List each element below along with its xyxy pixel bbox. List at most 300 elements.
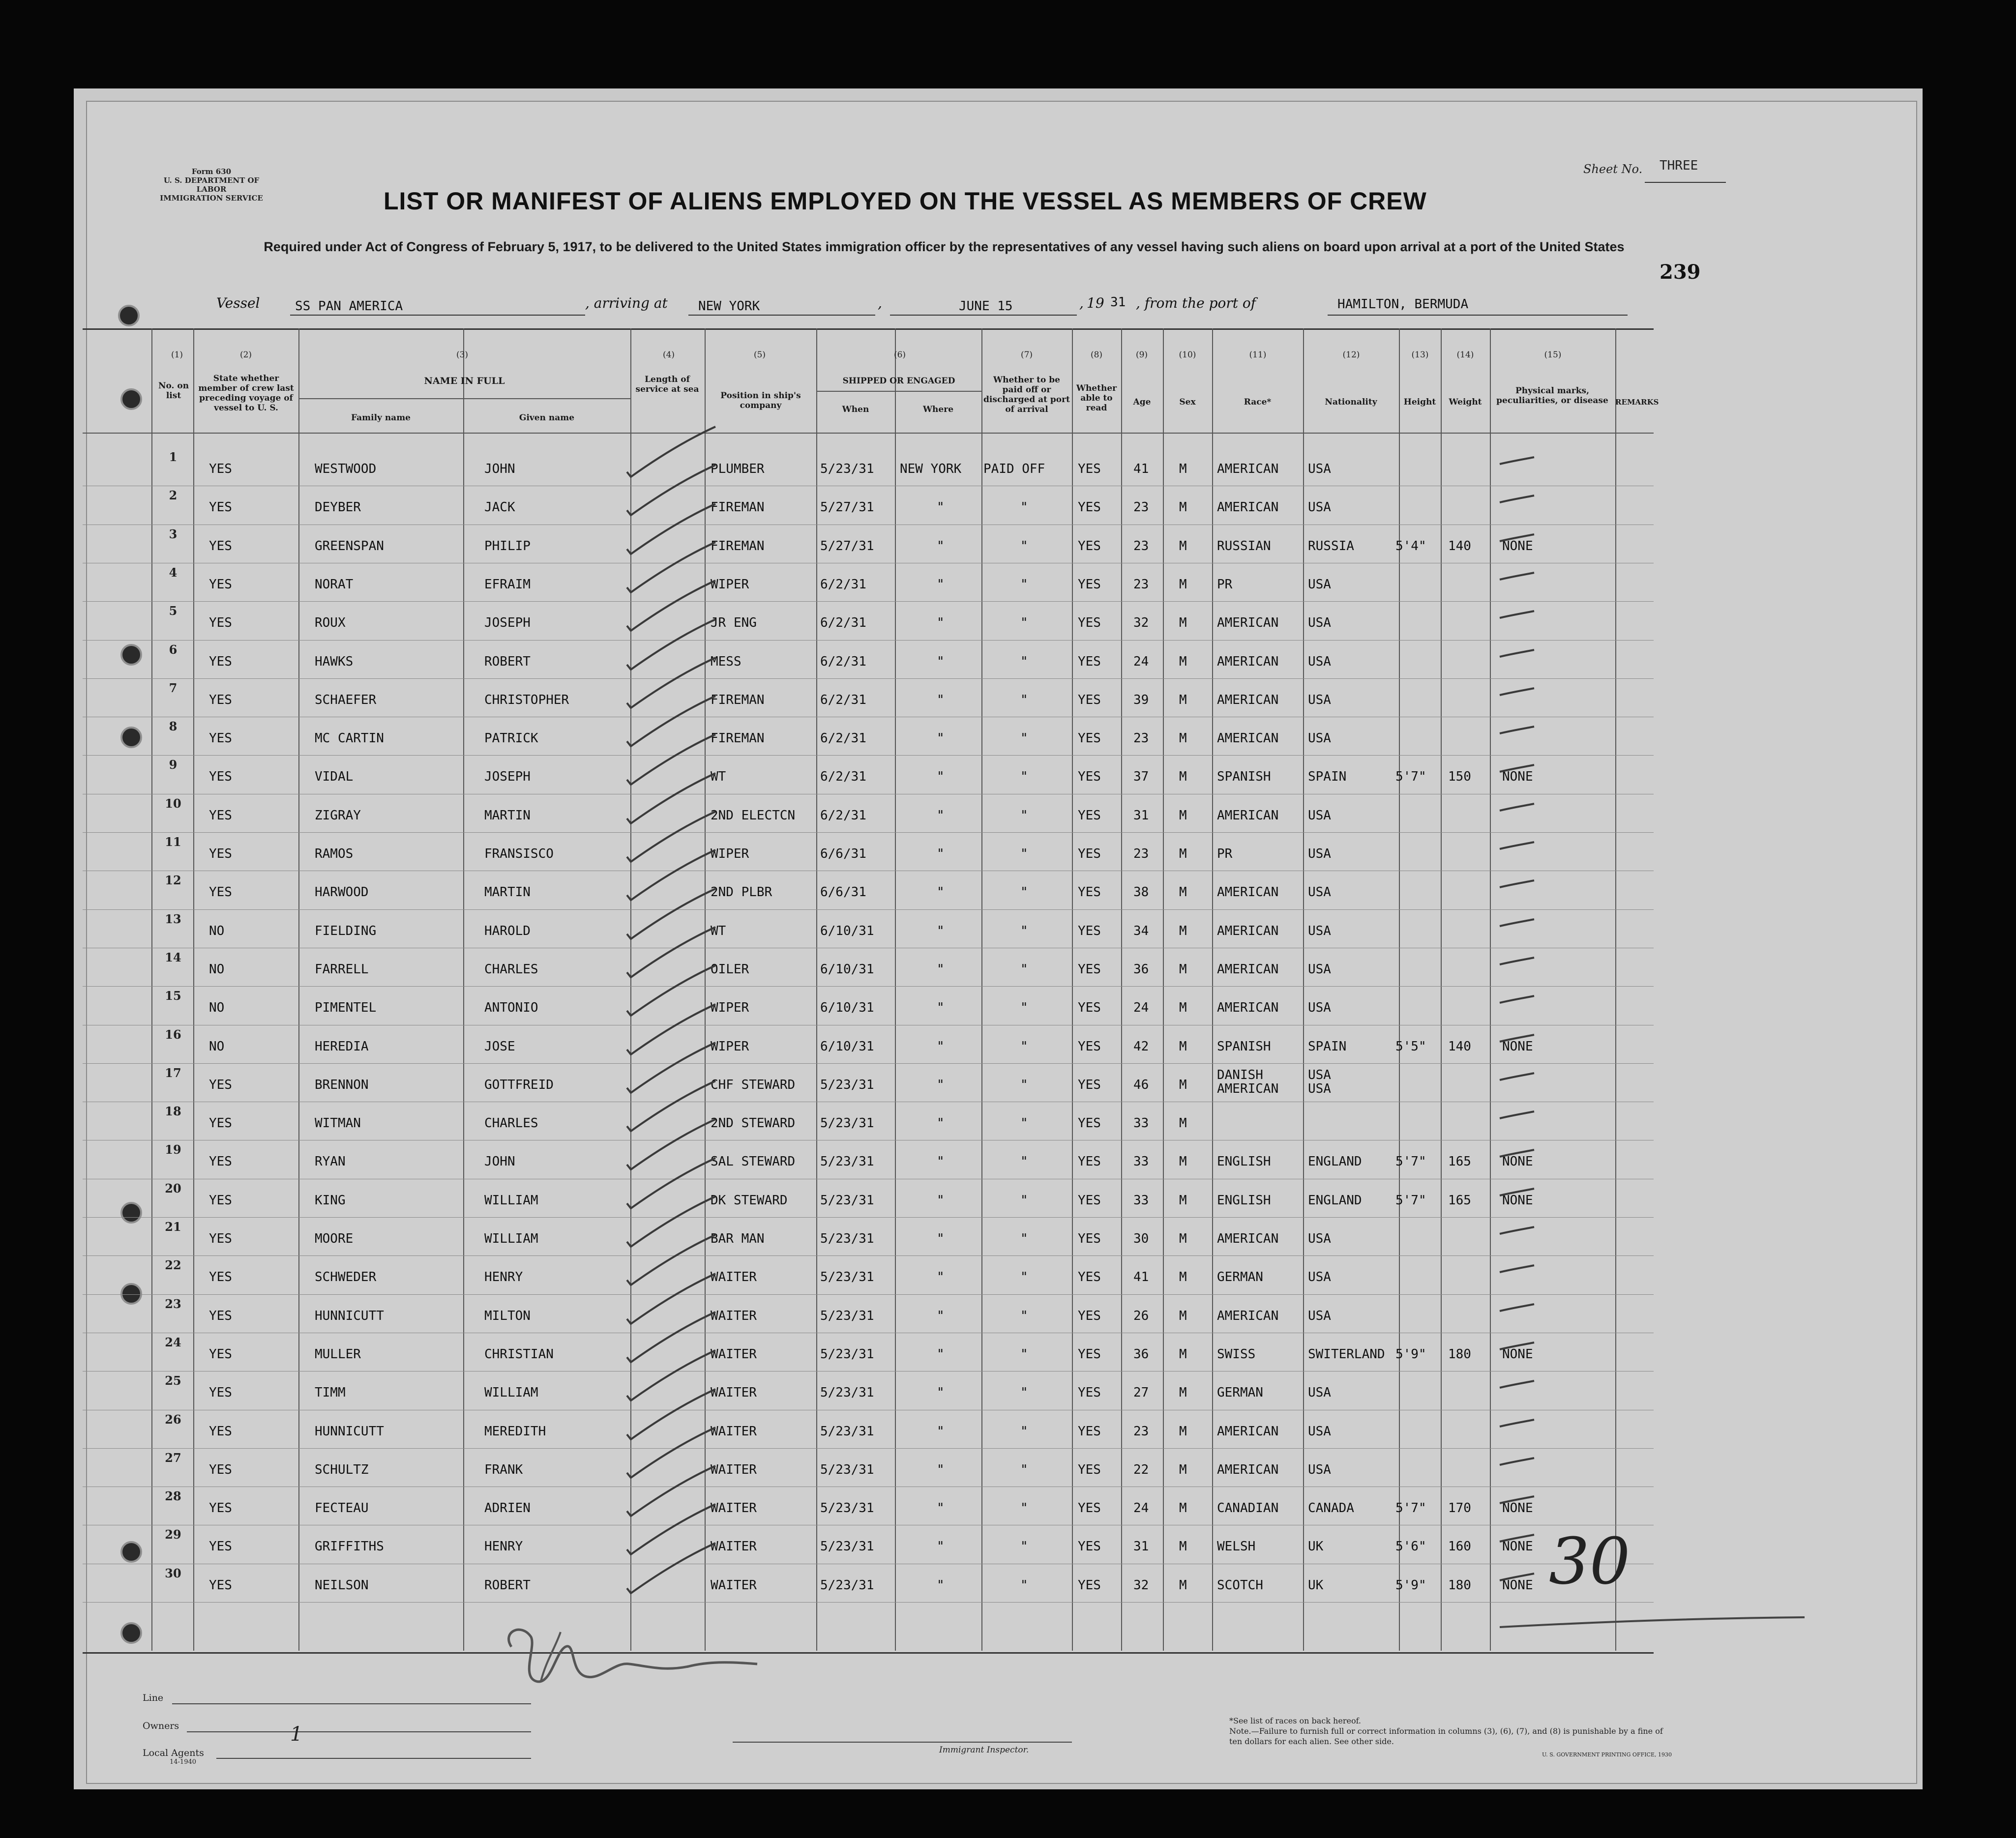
departure-port: HAMILTON, BERMUDA (1337, 297, 1469, 312)
paid-off: " (1020, 962, 1028, 977)
race: ENGLISH (1217, 1154, 1271, 1169)
age: 23 (1133, 1424, 1149, 1439)
member-answer: NO (209, 962, 225, 977)
pencil-dash-icon (1497, 916, 1537, 931)
sex: M (1179, 1193, 1187, 1208)
family-name: TIMM (315, 1385, 346, 1400)
paid-off: " (1020, 1154, 1028, 1169)
position: WAITER (711, 1539, 757, 1554)
position: JR ENG (711, 615, 757, 631)
position: WIPER (711, 1000, 749, 1016)
age: 23 (1133, 577, 1149, 592)
given-name: JOHN (484, 462, 515, 476)
date-engaged: 6/6/31 (820, 846, 866, 861)
header-given-name: Given name (519, 413, 575, 423)
family-name: BRENNON (315, 1077, 369, 1092)
sex: M (1179, 615, 1187, 631)
crew-table (83, 328, 1659, 1654)
column-number: (4) (662, 350, 675, 360)
place-engaged: " (937, 692, 945, 707)
paid-off: " (1020, 1385, 1028, 1400)
date-engaged: 5/23/31 (820, 1270, 874, 1285)
header-name-in-full: NAME IN FULL (424, 376, 505, 386)
position: WAITER (711, 1501, 757, 1516)
place-engaged: " (937, 1501, 945, 1516)
member-answer: YES (209, 1462, 232, 1477)
position: FIREMAN (711, 538, 765, 554)
given-name: FRANSISCO (484, 846, 554, 861)
sex: M (1179, 731, 1187, 746)
race: AMERICAN (1217, 615, 1279, 631)
row-number: 9 (169, 758, 178, 772)
paid-off: " (1020, 538, 1028, 554)
column-divider (1490, 328, 1491, 1651)
family-name: ZIGRAY (315, 808, 361, 823)
nationality: USA (1308, 962, 1331, 977)
sex: M (1179, 500, 1187, 515)
year-suffix: 31 (1110, 295, 1126, 310)
age: 27 (1133, 1385, 1149, 1400)
column-number: (13) (1411, 350, 1429, 360)
row-number: 13 (165, 911, 181, 926)
pencil-dash-icon (1497, 724, 1537, 738)
given-name: CHRISTOPHER (484, 692, 569, 707)
member-answer: YES (209, 654, 232, 669)
able-to-read: YES (1078, 1501, 1101, 1516)
able-to-read: YES (1078, 808, 1101, 823)
header-race: Race* (1244, 397, 1272, 407)
physical-marks: NONE (1502, 1501, 1533, 1516)
date-engaged: 5/23/31 (820, 1231, 874, 1246)
penalty-note: Note.—Failure to furnish full or correct information in columns (3), (6), (7), and (8) is punishable by a fine of ten dollars for each alien. See other side. (1229, 1726, 1663, 1746)
nationality: USA (1308, 885, 1331, 900)
position: WAITER (711, 1308, 757, 1323)
position: WT (711, 769, 726, 785)
place-engaged: " (937, 654, 945, 669)
race: AMERICAN (1217, 462, 1279, 476)
nationality: USA (1308, 1270, 1331, 1285)
able-to-read: YES (1078, 1193, 1101, 1208)
given-name: WILLIAM (484, 1385, 538, 1400)
nationality: USA (1308, 654, 1331, 669)
sex: M (1179, 923, 1187, 938)
position: 2ND ELECTCN (711, 808, 796, 823)
family-name: FECTEAU (315, 1501, 369, 1516)
sex: M (1179, 1231, 1187, 1246)
able-to-read: YES (1078, 885, 1101, 900)
punch-hole (118, 305, 140, 326)
race: WELSH (1217, 1539, 1256, 1554)
sex: M (1179, 1539, 1187, 1554)
column-number: (3) (456, 350, 469, 360)
date-engaged: 5/23/31 (820, 1501, 874, 1516)
pencil-check-icon (622, 1539, 720, 1598)
age: 24 (1133, 654, 1149, 669)
able-to-read: YES (1078, 1077, 1101, 1092)
column-divider (1121, 328, 1122, 1651)
pencil-dash-icon (1497, 531, 1537, 546)
family-name: HARWOOD (315, 885, 369, 900)
given-name: MARTIN (484, 808, 531, 823)
given-name: JOSE (484, 1039, 515, 1054)
column-number: (6) (893, 350, 906, 360)
tally-underline (1495, 1607, 1809, 1637)
vessel-name: SS PAN AMERICA (295, 299, 403, 314)
sex: M (1179, 462, 1187, 476)
column-divider (1072, 328, 1073, 1651)
date-engaged: 5/23/31 (820, 462, 874, 476)
able-to-read: YES (1078, 500, 1101, 515)
family-name: MC CARTIN (315, 731, 384, 746)
date-engaged: 5/23/31 (820, 1385, 874, 1400)
pencil-dash-icon (1497, 955, 1537, 969)
paid-off: " (1020, 1539, 1028, 1554)
date-engaged: 6/2/31 (820, 654, 866, 669)
age: 22 (1133, 1462, 1149, 1477)
header-where: Where (922, 405, 954, 414)
nationality: SWITERLAND (1308, 1346, 1385, 1362)
member-answer: YES (209, 1231, 232, 1246)
header-when: When (842, 405, 869, 414)
date-engaged: 6/2/31 (820, 577, 866, 592)
row-number: 16 (165, 1027, 181, 1042)
place-engaged: " (937, 769, 945, 785)
races-note: *See list of races on back hereof. (1229, 1716, 1362, 1725)
sex: M (1179, 808, 1187, 823)
age: 34 (1133, 923, 1149, 938)
age: 38 (1133, 885, 1149, 900)
race: AMERICAN (1217, 808, 1279, 823)
date-engaged: 6/10/31 (820, 1000, 874, 1016)
sex: M (1179, 692, 1187, 707)
age: 23 (1133, 538, 1149, 554)
nationality: USA (1308, 500, 1331, 515)
date-engaged: 6/2/31 (820, 692, 866, 707)
given-name: FRANK (484, 1462, 523, 1477)
paid-off: " (1020, 1424, 1028, 1439)
member-answer: YES (209, 1116, 232, 1131)
pencil-dash-icon (1497, 1147, 1537, 1162)
place-engaged: " (937, 962, 945, 977)
family-name: HEREDIA (315, 1039, 369, 1054)
date-engaged: 6/2/31 (820, 808, 866, 823)
pencil-dash-icon (1497, 877, 1537, 892)
pencil-dash-icon (1497, 1224, 1537, 1239)
sex: M (1179, 654, 1187, 669)
header-family-name: Family name (351, 413, 411, 423)
place-engaged: " (937, 538, 945, 554)
age: 33 (1133, 1116, 1149, 1131)
physical-marks: NONE (1502, 538, 1533, 554)
pencil-dash-icon (1497, 1493, 1537, 1508)
row-rule (83, 1294, 1654, 1295)
age: 36 (1133, 1346, 1149, 1362)
date-engaged: 5/23/31 (820, 1462, 874, 1477)
date-engaged: 5/23/31 (820, 1308, 874, 1323)
place-engaged: " (937, 1270, 945, 1285)
form-identifier: Form 630 U. S. DEPARTMENT OF LABOR IMMIGRATION SERVICE (160, 167, 263, 203)
position: MESS (711, 654, 741, 669)
given-name: PHILIP (484, 538, 531, 554)
header-physical-marks: Physical marks, peculiarities, or disease (1496, 386, 1608, 406)
able-to-read: YES (1078, 1424, 1101, 1439)
header-paid-off: Whether to be paid off or discharged at port of arrival (983, 375, 1070, 414)
pencil-dash-icon (1497, 1340, 1537, 1354)
row-number: 12 (165, 873, 181, 888)
given-name: MILTON (484, 1308, 531, 1323)
given-name: EFRAIM (484, 577, 531, 592)
pencil-dash-icon (1497, 1378, 1537, 1393)
pencil-dash-icon (1497, 608, 1537, 623)
date-engaged: 6/10/31 (820, 962, 874, 977)
column-number: (9) (1135, 350, 1148, 360)
column-divider (816, 328, 817, 1651)
position: BAR MAN (711, 1231, 765, 1246)
pencil-dash-icon (1497, 839, 1537, 854)
column-divider (1303, 328, 1304, 1651)
header-height: Height (1403, 397, 1436, 407)
sex: M (1179, 1154, 1187, 1169)
able-to-read: YES (1078, 1346, 1101, 1362)
place-engaged: " (937, 1385, 945, 1400)
family-name: GRIFFITHS (315, 1539, 384, 1554)
row-number: 1 (169, 450, 178, 464)
member-answer: YES (209, 846, 232, 861)
race: SCOTCH (1217, 1577, 1263, 1593)
row-rule (83, 909, 1654, 910)
race: AMERICAN (1217, 1000, 1279, 1016)
sheet-underline (1645, 182, 1726, 183)
able-to-read: YES (1078, 962, 1101, 977)
member-answer: YES (209, 769, 232, 785)
pencil-dash-icon (1497, 993, 1537, 1008)
height: 5'9" (1395, 1346, 1426, 1362)
able-to-read: YES (1078, 615, 1101, 631)
nationality: CANADA (1308, 1501, 1354, 1516)
form-notes (1229, 1716, 1672, 1760)
row-number: 25 (165, 1373, 181, 1388)
position: WAITER (711, 1577, 757, 1593)
race: AMERICAN (1217, 1462, 1279, 1477)
position: WAITER (711, 1346, 757, 1362)
age: 30 (1133, 1231, 1149, 1246)
pencil-dash-icon (1497, 647, 1537, 662)
sex: M (1179, 1385, 1187, 1400)
family-name: HUNNICUTT (315, 1424, 384, 1439)
member-answer: YES (209, 1308, 232, 1323)
column-divider (463, 328, 464, 1651)
race: GERMAN (1217, 1385, 1263, 1400)
family-name: NEILSON (315, 1577, 369, 1593)
age: 33 (1133, 1193, 1149, 1208)
paid-off: " (1020, 1077, 1028, 1092)
pencil-dash-icon (1497, 1070, 1537, 1085)
age: 23 (1133, 731, 1149, 746)
family-name: GREENSPAN (315, 538, 384, 554)
vessel-underline (290, 315, 585, 316)
sex: M (1179, 962, 1187, 977)
pencil-dash-icon (1497, 454, 1537, 469)
position: WIPER (711, 577, 749, 592)
place-engaged: " (937, 885, 945, 900)
place-engaged: NEW YORK (900, 462, 962, 476)
pencil-dash-icon (1497, 1417, 1537, 1431)
member-answer: YES (209, 692, 232, 707)
row-number: 11 (165, 835, 181, 849)
given-name: JOHN (484, 1154, 515, 1169)
race: RUSSIAN (1217, 538, 1271, 554)
row-number: 21 (165, 1220, 181, 1234)
member-answer: YES (209, 615, 232, 631)
row-number: 30 (165, 1566, 181, 1580)
paid-off: " (1020, 846, 1028, 861)
height: 5'7" (1395, 1193, 1426, 1208)
header-position: Position in ship's company (720, 391, 801, 410)
printer-credit: U. S. GOVERNMENT PRINTING OFFICE, 1930 (1542, 1751, 1672, 1758)
able-to-read: YES (1078, 846, 1101, 861)
physical-marks: NONE (1502, 1154, 1533, 1169)
nationality: USA (1308, 846, 1331, 861)
row-rule (83, 1255, 1654, 1256)
member-answer: YES (209, 1501, 232, 1516)
race: AMERICAN (1217, 1308, 1279, 1323)
shipped-subheader-rule (816, 391, 981, 392)
crew-tally: 30 (1549, 1524, 1631, 1599)
paid-off: " (1020, 615, 1028, 631)
column-divider (151, 328, 152, 1651)
nationality: USA (1308, 923, 1331, 938)
family-name: ROUX (315, 615, 346, 631)
header-length-of-service: Length of service at sea (635, 375, 699, 394)
family-name: SCHAEFER (315, 692, 377, 707)
member-answer: NO (209, 923, 225, 938)
place-engaged: " (937, 808, 945, 823)
age: 33 (1133, 1154, 1149, 1169)
given-name: ADRIEN (484, 1501, 531, 1516)
nationality: USA (1308, 731, 1331, 746)
able-to-read: YES (1078, 538, 1101, 554)
race: AMERICAN (1217, 923, 1279, 938)
place-engaged: " (937, 923, 945, 938)
row-number: 10 (165, 796, 181, 811)
place-engaged: " (937, 615, 945, 631)
place-engaged: " (937, 1346, 945, 1362)
year-prefix: 19 (1087, 295, 1104, 311)
line-field (172, 1703, 531, 1704)
age: 41 (1133, 1270, 1149, 1285)
able-to-read: YES (1078, 731, 1101, 746)
row-number: 24 (165, 1335, 181, 1349)
name-subheader-rule (298, 398, 630, 399)
place-engaged: " (937, 846, 945, 861)
row-number: 2 (169, 488, 178, 503)
place-engaged: " (937, 1577, 945, 1593)
race: DANISH AMERICAN (1217, 1067, 1279, 1096)
position: WIPER (711, 1039, 749, 1054)
row-number: 28 (165, 1489, 181, 1504)
able-to-read: YES (1078, 462, 1101, 476)
age: 42 (1133, 1039, 1149, 1054)
age: 24 (1133, 1501, 1149, 1516)
nationality: USA (1308, 1424, 1331, 1439)
given-name: JOSEPH (484, 615, 531, 631)
age: 31 (1133, 1539, 1149, 1554)
arriving-label: , arriving at (585, 295, 668, 311)
row-number: 23 (165, 1296, 181, 1311)
date-engaged: 5/23/31 (820, 1346, 874, 1362)
header-member-of-crew: State whether member of crew last preceding voyage of vessel to U. S. (198, 374, 294, 413)
paid-off: " (1020, 1577, 1028, 1593)
nationality: USA (1308, 1308, 1331, 1323)
row-rule (83, 986, 1654, 987)
weight: 180 (1448, 1346, 1471, 1362)
departure-underline (1328, 315, 1628, 316)
able-to-read: YES (1078, 1270, 1101, 1285)
race: PR (1217, 846, 1233, 861)
position: PLUMBER (711, 462, 765, 476)
sex: M (1179, 1424, 1187, 1439)
age: 36 (1133, 962, 1149, 977)
nationality: USA (1308, 1231, 1331, 1246)
weight: 165 (1448, 1193, 1471, 1208)
able-to-read: YES (1078, 1462, 1101, 1477)
able-to-read: YES (1078, 1154, 1101, 1169)
sex: M (1179, 885, 1187, 900)
position: WAITER (711, 1424, 757, 1439)
given-name: MARTIN (484, 885, 531, 900)
member-answer: YES (209, 500, 232, 515)
pencil-dash-icon (1497, 1109, 1537, 1123)
member-answer: YES (209, 462, 232, 476)
sex: M (1179, 1501, 1187, 1516)
age: 46 (1133, 1077, 1149, 1092)
local-agents-field (216, 1758, 531, 1759)
given-name: HENRY (484, 1270, 523, 1285)
age: 37 (1133, 769, 1149, 785)
place-engaged: " (937, 1308, 945, 1323)
able-to-read: YES (1078, 1231, 1101, 1246)
able-to-read: YES (1078, 1539, 1101, 1554)
date-engaged: 5/23/31 (820, 1539, 874, 1554)
race: AMERICAN (1217, 1424, 1279, 1439)
race: AMERICAN (1217, 885, 1279, 900)
paid-off: " (1020, 577, 1028, 592)
date-engaged: 5/23/31 (820, 1116, 874, 1131)
race: SWISS (1217, 1346, 1256, 1362)
place-engaged: " (937, 1154, 945, 1169)
age: 23 (1133, 500, 1149, 515)
height: 5'7" (1395, 769, 1426, 785)
row-rule (83, 678, 1654, 679)
member-answer: YES (209, 1077, 232, 1092)
row-rule (83, 1217, 1654, 1218)
member-answer: YES (209, 577, 232, 592)
paid-off: " (1020, 500, 1028, 515)
family-name: PIMENTEL (315, 1000, 377, 1016)
member-answer: YES (209, 1424, 232, 1439)
able-to-read: YES (1078, 923, 1101, 938)
race: GERMAN (1217, 1270, 1263, 1285)
position: WT (711, 923, 726, 938)
nationality: USA (1308, 1385, 1331, 1400)
paid-off: " (1020, 769, 1028, 785)
sex: M (1179, 1000, 1187, 1016)
given-name: ANTONIO (484, 1000, 538, 1016)
pencil-dash-icon (1497, 762, 1537, 777)
physical-marks: NONE (1502, 1539, 1533, 1554)
position: FIREMAN (711, 731, 765, 746)
race: AMERICAN (1217, 731, 1279, 746)
